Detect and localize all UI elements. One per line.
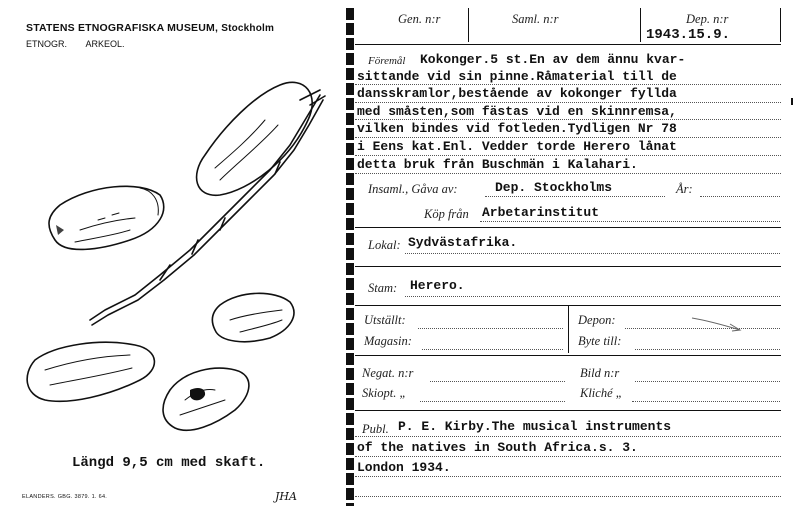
dotted-rule <box>355 476 781 477</box>
kop-value: Arbetarinstitut <box>482 205 600 220</box>
foremal-line: vilken bindes vid fotleden.Tydligen Nr 78 <box>357 121 677 136</box>
museum-city: Stockholm <box>221 23 275 34</box>
edge-mark <box>791 98 793 105</box>
dotted-rule <box>355 436 781 437</box>
depon-label: Depon: <box>578 313 616 327</box>
dotted-rule <box>485 196 665 197</box>
foremal-line: sittande vid sin pinne.Råmaterial till de <box>357 69 677 84</box>
dotted-rule <box>355 102 781 103</box>
divider <box>568 305 569 353</box>
magasin-label: Magasin: <box>364 334 412 348</box>
ar-label: År: <box>676 182 693 196</box>
card-spine <box>346 8 354 506</box>
divider <box>355 266 781 267</box>
divider <box>355 44 781 45</box>
dotted-rule <box>430 381 565 382</box>
dotted-rule <box>355 173 781 174</box>
dotted-rule <box>405 296 780 297</box>
stam-label: Stam: <box>368 281 398 295</box>
dotted-rule <box>420 401 565 402</box>
divider <box>468 8 469 42</box>
skiopt-label: Skiopt. „ <box>362 386 407 400</box>
byte-label: Byte till: <box>578 334 622 348</box>
museum-name: STATENS ETNOGRAFISKA MUSEUM, <box>26 22 219 34</box>
gen-number-label: Gen. n:r <box>398 12 441 26</box>
insaml-label: Insaml., Gåva av: <box>368 182 458 196</box>
divider <box>640 8 641 42</box>
lokal-value: Sydvästafrika. <box>408 235 518 250</box>
saml-number-label: Saml. n:r <box>512 12 559 26</box>
length-caption: Längd 9,5 cm med skaft. <box>72 455 266 471</box>
pencil-mark <box>690 312 750 334</box>
stam-value: Herero. <box>410 278 465 293</box>
negat-label: Negat. n:r <box>362 366 414 380</box>
dep-number-value: 1943.15.9. <box>646 27 731 43</box>
foremal-line: i Eens kat.Enl. Vedder torde Herero lånat <box>357 139 677 154</box>
dotted-rule <box>355 84 781 85</box>
publ-line: of the natives in South Africa.s. 3. <box>357 440 638 455</box>
bild-label: Bild n:r <box>580 366 620 380</box>
foremal-line: dansskramlor,bestående av kokonger fyllda <box>357 86 677 101</box>
dep-number-label: Dep. n:r <box>686 12 729 26</box>
dotted-rule <box>635 349 780 350</box>
kliche-label: Kliché „ <box>580 386 623 400</box>
dotted-rule <box>355 119 781 120</box>
dotted-rule <box>355 496 781 497</box>
publ-line: London 1934. <box>357 460 451 475</box>
dotted-rule <box>355 456 781 457</box>
dotted-rule <box>405 253 780 254</box>
dotted-rule <box>355 137 781 138</box>
dotted-rule <box>418 328 563 329</box>
utstallt-label: Utställt: <box>364 313 406 327</box>
foremal-line: med småsten,som fästas vid en skinnremsa, <box>357 104 677 119</box>
insaml-value: Dep. Stockholms <box>495 180 613 195</box>
foremal-line: detta bruk från Buschmän i Kalahari. <box>357 157 638 172</box>
dotted-rule <box>632 401 780 402</box>
department-line <box>26 39 125 49</box>
cocoon-illustration <box>20 70 340 460</box>
publ-label: Publ. <box>362 422 389 436</box>
divider <box>355 227 781 228</box>
divider <box>355 355 781 356</box>
dept-arkeol: ARKEOL. <box>85 39 125 49</box>
divider <box>780 8 781 42</box>
kop-label: Köp från <box>424 207 469 221</box>
museum-title <box>26 22 274 34</box>
dept-etnogr: ETNOGR. <box>26 39 68 49</box>
printer-mark: ELANDERS. GBG. 3879. 1. 64. <box>22 494 108 500</box>
lokal-label: Lokal: <box>368 238 401 252</box>
dotted-rule <box>422 349 563 350</box>
dotted-rule <box>635 381 780 382</box>
dotted-rule <box>355 155 781 156</box>
foremal-label: Föremål <box>368 55 406 67</box>
dotted-rule <box>700 196 780 197</box>
foremal-line: Kokonger.5 st.En av dem ännu kvar- <box>420 52 686 67</box>
dotted-rule <box>480 221 780 222</box>
signature-initials: JHA <box>275 490 297 503</box>
divider <box>355 410 781 411</box>
publ-line: P. E. Kirby.The musical instruments <box>398 419 672 434</box>
